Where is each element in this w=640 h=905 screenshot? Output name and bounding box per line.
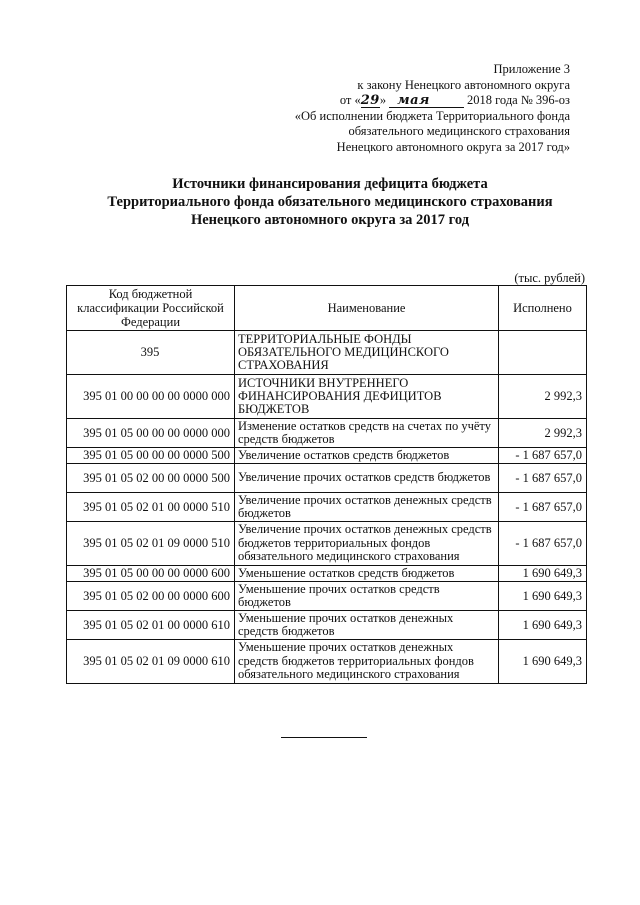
row-value: 2 992,3 xyxy=(499,375,587,419)
law-title-line3: Ненецкого автономного округа за 2017 год» xyxy=(336,139,570,154)
date-mid: » xyxy=(379,93,390,107)
row-name: Увеличение прочих остатков средств бюджетов xyxy=(235,464,499,493)
row-name: Уменьшение прочих остатков денежных средств бюджетов xyxy=(235,611,499,640)
row-code: 395 xyxy=(67,331,235,375)
row-name: Уменьшение прочих остатков денежных средств бюджетов территориальных фондов обязательного медицинского страхования xyxy=(235,640,499,684)
row-value: 2 992,3 xyxy=(499,419,587,448)
row-code: 395 01 05 02 01 00 0000 610 xyxy=(67,611,235,640)
table-row xyxy=(67,611,587,640)
header-code: Код бюджетной классификации Российской Федерации xyxy=(67,286,235,331)
table-row xyxy=(67,640,587,684)
row-name: Уменьшение остатков средств бюджетов xyxy=(235,566,499,582)
header-name: Наименование xyxy=(235,286,499,331)
row-value: - 1 687 657,0 xyxy=(499,493,587,522)
title-line1: Источники финансирования дефицита бюджета xyxy=(172,176,488,192)
units-label: (тыс. рублей) xyxy=(514,271,585,285)
row-value: 1 690 649,3 xyxy=(499,566,587,582)
law-title-line1: «Об исполнении бюджета Территориального фонда xyxy=(294,108,570,123)
row-code: 395 01 05 02 01 09 0000 610 xyxy=(67,640,235,684)
row-name: Увеличение остатков средств бюджетов xyxy=(235,448,499,464)
law-title-line2: обязательного медицинского страхования xyxy=(348,124,570,138)
row-name: ТЕРРИТОРИАЛЬНЫЕ ФОНДЫ ОБЯЗАТЕЛЬНОГО МЕДИЦИНСКОГО СТРАХОВАНИЯ xyxy=(235,331,499,375)
law-date-number xyxy=(240,93,570,109)
table-row xyxy=(67,375,587,419)
row-code: 395 01 05 00 00 00 0000 600 xyxy=(67,566,235,582)
row-code: 395 01 05 02 00 00 0000 600 xyxy=(67,582,235,611)
row-value: 1 690 649,3 xyxy=(499,582,587,611)
date-prefix: от « xyxy=(339,93,361,107)
row-value: - 1 687 657,0 xyxy=(499,522,587,566)
table-row xyxy=(67,522,587,566)
handwritten-month: мая xyxy=(389,94,464,108)
row-value xyxy=(499,331,587,375)
table-row xyxy=(67,448,587,464)
date-suffix: 2018 года № 396-оз xyxy=(463,93,570,107)
table-row xyxy=(67,464,587,493)
table-header-row xyxy=(67,286,587,331)
row-value: - 1 687 657,0 xyxy=(499,464,587,493)
document-header xyxy=(240,62,570,155)
row-name: Увеличение прочих остатков денежных средств бюджетов территориальных фондов обязательного медицинского страхования xyxy=(235,522,499,566)
table-row xyxy=(67,419,587,448)
page-title xyxy=(40,175,620,229)
end-divider xyxy=(281,737,367,738)
row-code: 395 01 05 02 01 09 0000 510 xyxy=(67,522,235,566)
table-row xyxy=(67,331,587,375)
row-code: 395 01 05 00 00 00 0000 000 xyxy=(67,419,235,448)
row-name: Изменение остатков средств на счетах по учёту средств бюджетов xyxy=(235,419,499,448)
title-line2: Территориального фонда обязательного медицинского страхования xyxy=(107,194,553,210)
table-row xyxy=(67,582,587,611)
row-name: Уменьшение прочих остатков средств бюджетов xyxy=(235,582,499,611)
handwritten-day: 29 xyxy=(360,93,380,108)
title-line3: Ненецкого автономного округа за 2017 год xyxy=(190,212,470,228)
law-reference: к закону Ненецкого автономного округа xyxy=(357,77,570,92)
row-code: 395 01 00 00 00 00 0000 000 xyxy=(67,375,235,419)
row-value: 1 690 649,3 xyxy=(499,611,587,640)
row-value: 1 690 649,3 xyxy=(499,640,587,684)
row-code: 395 01 05 02 01 00 0000 510 xyxy=(67,493,235,522)
row-name: Увеличение прочих остатков денежных средств бюджетов xyxy=(235,493,499,522)
table-row xyxy=(67,566,587,582)
row-code: 395 01 05 02 00 00 0000 500 xyxy=(67,464,235,493)
appendix-label: Приложение 3 xyxy=(493,62,570,76)
header-value: Исполнено xyxy=(499,286,587,331)
sources-table xyxy=(66,285,587,684)
row-name: ИСТОЧНИКИ ВНУТРЕННЕГО ФИНАНСИРОВАНИЯ ДЕФИЦИТОВ БЮДЖЕТОВ xyxy=(235,375,499,419)
row-code: 395 01 05 00 00 00 0000 500 xyxy=(67,448,235,464)
table-row xyxy=(67,493,587,522)
row-value: - 1 687 657,0 xyxy=(499,448,587,464)
